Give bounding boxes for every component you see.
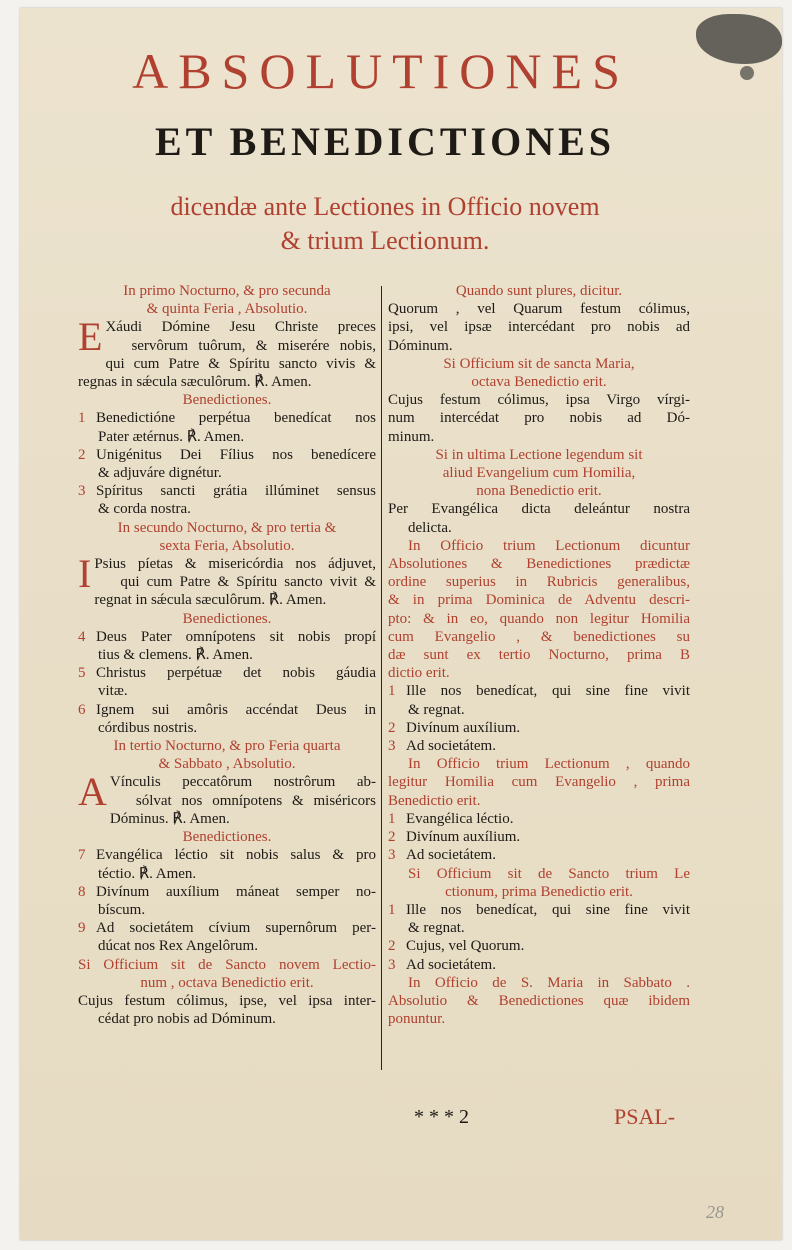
line-text: Evangélica léctio. (406, 810, 514, 827)
column-divider (381, 286, 382, 1070)
blessing-number: 2 (388, 719, 396, 736)
right-text-line (388, 464, 690, 482)
left-text-line (78, 482, 376, 500)
line-text: Quorum , vel Quarum festum cólimus, (388, 301, 690, 318)
caption (60, 190, 710, 258)
right-column (388, 282, 690, 1028)
blessing-number: 3 (388, 847, 396, 864)
right-text-line (388, 355, 690, 373)
line-text: Ad societátem. (406, 847, 496, 864)
right-text-line (388, 482, 690, 500)
line-text: Benedictio erit. (388, 792, 481, 809)
line-text: & regnat. (408, 701, 465, 718)
blessing-number: 4 (78, 628, 86, 645)
blessing-number: 1 (78, 410, 86, 427)
line-text: Cujus festum cólimus, ipse, vel ipsa inter- (78, 992, 376, 1009)
right-text-line (388, 919, 690, 937)
line-text: legitur Homilia cum Evangelio , prima (388, 774, 690, 791)
right-text-line (388, 974, 690, 992)
line-text: Psius píetas & misericórdia nos ádjuvet, (94, 556, 376, 573)
left-text-line (78, 846, 376, 864)
line-text: num intercédat pro nobis ad Dó- (388, 410, 690, 427)
line-text: córdibus nostris. (98, 719, 198, 736)
right-text-line (388, 391, 690, 409)
blessing-number: 3 (388, 956, 396, 973)
blessing-number: 1 (388, 901, 396, 918)
line-text: In Officio trium Lectionum , quando (408, 756, 690, 773)
right-text-line (388, 937, 690, 955)
line-text: & regnat. (408, 920, 465, 937)
line-text: Benedictiones. (182, 829, 272, 846)
line-text: In Officio trium Lectionum dicuntur (408, 537, 690, 554)
left-text-line (78, 682, 376, 700)
signature-mark: * * * 2 (414, 1106, 469, 1128)
left-text-line (78, 883, 376, 901)
left-text-line (78, 628, 376, 646)
line-text: In primo Nocturno, & pro secunda (123, 283, 331, 299)
caption-line-2: & trium Lectionum. (280, 226, 490, 255)
right-text-line (388, 901, 690, 919)
drop-cap: I (78, 551, 92, 597)
blessing-number: 3 (388, 738, 396, 755)
right-text-line (388, 883, 690, 901)
left-text-line (78, 537, 376, 555)
line-text: aliud Evangelium cum Homilia, (442, 465, 636, 482)
left-text-line (78, 737, 376, 755)
right-text-line (388, 591, 690, 609)
left-text-line (78, 919, 376, 937)
right-text-line (388, 282, 690, 300)
line-text: Dóminus. ℟. Amen. (109, 810, 230, 827)
left-text-line (78, 719, 376, 737)
line-text: tius & clemens. ℟. Amen. (98, 647, 253, 664)
right-text-line (388, 682, 690, 700)
drop-cap: E (78, 314, 103, 360)
line-text: & in prima Dominica de Adventu descri- (388, 592, 690, 609)
line-text: Ille nos benedícat, qui sine fine vivit (406, 683, 690, 700)
left-text-line (110, 792, 376, 810)
left-text-line (110, 810, 376, 828)
left-text-line (78, 956, 376, 974)
right-text-line (388, 846, 690, 864)
blessing-number: 7 (78, 847, 86, 864)
drop-cap: A (78, 769, 107, 815)
line-text: & corda nostra. (98, 501, 191, 518)
line-text: ordine superius in Rubricis generalibus, (388, 574, 690, 591)
line-text: Cujus festum cólimus, ipsa Virgo vírgi- (388, 392, 690, 409)
pencil-note: 28 (706, 1202, 724, 1222)
line-text: regnat in sǽcula sæculôrum. ℟. Amen. (94, 592, 327, 609)
line-text: nona Benedictio erit. (476, 483, 602, 500)
page-subtitle: ET BENEDICTIONES (154, 119, 616, 164)
line-text: sólvat nos omnípotens & miséricors (135, 792, 376, 809)
left-text-line (78, 646, 376, 664)
line-text: Si Officium sit de sancta Maria, (443, 355, 635, 372)
left-text-line (78, 901, 376, 919)
left-text-line (78, 391, 376, 409)
right-text-line (388, 737, 690, 755)
right-text-line (388, 646, 690, 664)
left-text-line (78, 755, 376, 773)
blessing-number: 3 (78, 483, 86, 500)
right-text-line (388, 318, 690, 336)
line-text: dúcat nos Rex Angelôrum. (98, 938, 258, 955)
blessing-number: 2 (78, 446, 86, 463)
right-text-line (388, 810, 690, 828)
line-text: bíscum. (98, 901, 146, 918)
line-text: ipsi, vel ipsæ intercédant pro nobis ad (388, 319, 690, 336)
blessing-number: 9 (78, 920, 86, 937)
left-text-line (78, 282, 376, 300)
left-text-line (78, 664, 376, 682)
left-text-line (78, 373, 376, 391)
line-text: cédat pro nobis ad Dóminum. (98, 1011, 276, 1028)
line-text: delicta. (408, 519, 452, 536)
left-text-line (78, 701, 376, 719)
left-text-line (94, 591, 376, 609)
right-text-line (388, 664, 690, 682)
line-text: Dóminum. (388, 337, 453, 354)
right-text-line (388, 992, 690, 1010)
line-text: Divínum auxílium máneat semper no- (96, 883, 376, 900)
line-text: Evangélica léctio sit nobis salus & pro (96, 847, 376, 864)
line-text: Ad societátem cívium supernôrum per- (96, 920, 376, 937)
line-text: ponuntur. (388, 1011, 446, 1028)
caption-line-1: dicendæ ante Lectiones in Officio novem (170, 192, 600, 221)
right-text-line (388, 628, 690, 646)
right-text-line (388, 719, 690, 737)
ink-stain (696, 14, 782, 64)
line-text: ctionum, prima Benedictio erit. (445, 883, 633, 900)
line-text: In secundo Nocturno, & pro tertia & (117, 519, 337, 536)
right-text-line (388, 773, 690, 791)
right-text-line (388, 956, 690, 974)
blessing-number: 1 (388, 810, 396, 827)
blessing-number: 2 (388, 938, 396, 955)
line-text: Vínculis peccatôrum nostrôrum ab- (109, 774, 376, 791)
line-text: Benedictiones. (182, 392, 272, 409)
line-text: Si Officium sit de Sancto trium Le (408, 865, 690, 882)
right-text-line (388, 865, 690, 883)
line-text: Absolutiones & Benedictiones prædictæ (388, 556, 690, 573)
line-text: Ille nos benedícat, qui sine fine vivit (406, 901, 690, 918)
line-text: & quinta Feria , Absolutio. (146, 301, 308, 318)
catchword: PSAL- (614, 1104, 676, 1129)
right-text-line (388, 792, 690, 810)
line-text: Absolutio & Benedictiones quæ ibidem (388, 992, 690, 1009)
line-text: Pater ætérnus. ℟. Amen. (98, 428, 245, 445)
line-text: Deus Pater omnípotens sit nobis propí (96, 628, 376, 645)
right-text-line (388, 828, 690, 846)
line-text: qui cum Patre & Spíritu sancto vivit & (120, 574, 376, 591)
line-text: qui cum Patre & Spíritu sancto vivis & (105, 355, 376, 372)
left-text-line (105, 337, 376, 355)
left-text-line (78, 974, 376, 992)
left-text-line (78, 500, 376, 518)
right-text-line (388, 519, 690, 537)
left-text-line (78, 1010, 376, 1028)
left-text-line (78, 937, 376, 955)
blessing-number: 6 (78, 701, 86, 718)
line-text: Xáudi Dómine Jesu Christe preces (105, 319, 376, 336)
line-text: pto: & in eo, quando non legitur Homilia (388, 610, 690, 627)
blessing-number: 5 (78, 665, 86, 682)
line-text: Unigénitus Dei Fílius nos benedícere (96, 446, 376, 463)
right-text-line (388, 373, 690, 391)
blessing-number: 2 (388, 829, 396, 846)
line-text: Ad societátem. (406, 956, 496, 973)
right-text-line (388, 1010, 690, 1028)
right-text-line (388, 701, 690, 719)
right-text-line (388, 537, 690, 555)
line-text: Benedictiones. (182, 610, 272, 627)
line-text: In tertio Nocturno, & pro Feria quarta (113, 738, 341, 755)
line-text: regnas in sǽcula sæculôrum. ℟. Amen. (78, 374, 312, 391)
right-text-line (388, 755, 690, 773)
line-text: Benedictióne perpétua benedícat nos (96, 410, 376, 427)
left-text-line (78, 865, 376, 883)
page-title: ABSOLUTIONES (132, 43, 630, 99)
right-text-line (388, 300, 690, 318)
line-text: téctio. ℟. Amen. (98, 865, 197, 882)
left-text-line (78, 409, 376, 427)
line-text: Cujus, vel Quorum. (406, 938, 525, 955)
line-text: cum Evangelio , & benedictiones su (388, 628, 690, 645)
left-text-line (105, 355, 376, 373)
line-text: Ad societátem. (406, 738, 496, 755)
blessing-number: 8 (78, 883, 86, 900)
line-text: Quando sunt plures, dicitur. (455, 283, 623, 299)
right-text-line (388, 555, 690, 573)
line-text: Ignem sui amôris accéndat Deus in (96, 701, 376, 718)
right-text-line (388, 409, 690, 427)
line-text: vitæ. (98, 683, 128, 700)
line-text: Divínum auxílium. (406, 719, 521, 736)
line-text: Spíritus sancti grátia illúminet sensus (96, 483, 376, 500)
line-text: Per Evangélica dicta deleántur nostra (388, 501, 690, 518)
line-text: Si Officium sit de Sancto novem Lectio- (78, 956, 376, 973)
line-text: Christus perpétuæ det nobis gáudia (96, 665, 376, 682)
right-text-line (388, 500, 690, 518)
left-column (78, 282, 376, 1028)
line-text: servôrum tuôrum, & miserére nobis, (131, 337, 376, 354)
left-text-line (78, 300, 376, 318)
left-text-line (78, 828, 376, 846)
left-text-line (78, 464, 376, 482)
left-text-line (78, 992, 376, 1010)
blessing-number: 1 (388, 683, 396, 700)
line-text: minum. (388, 428, 435, 445)
right-text-line (388, 428, 690, 446)
right-text-line (388, 337, 690, 355)
right-text-line (388, 446, 690, 464)
line-text: & adjuváre dignétur. (98, 465, 222, 482)
line-text: octava Benedictio erit. (471, 374, 607, 391)
line-text: sexta Feria, Absolutio. (159, 537, 295, 554)
left-text-line (78, 519, 376, 537)
line-text: dæ sunt ex tertio Nocturno, prima B (388, 647, 690, 664)
line-text: num , octava Benedictio erit. (140, 974, 314, 991)
left-text-line (78, 610, 376, 628)
left-text-line (94, 573, 376, 591)
left-text-line (78, 428, 376, 446)
ink-stain-small (740, 66, 754, 80)
left-text-line (78, 446, 376, 464)
right-text-line (388, 573, 690, 591)
line-text: Si in ultima Lectione legendum sit (435, 446, 643, 463)
right-text-line (388, 610, 690, 628)
line-text: Divínum auxílium. (406, 829, 521, 846)
line-text: In Officio de S. Maria in Sabbato . (408, 974, 690, 991)
line-text: dictio erit. (388, 665, 450, 682)
line-text: & Sabbato , Absolutio. (158, 756, 296, 773)
